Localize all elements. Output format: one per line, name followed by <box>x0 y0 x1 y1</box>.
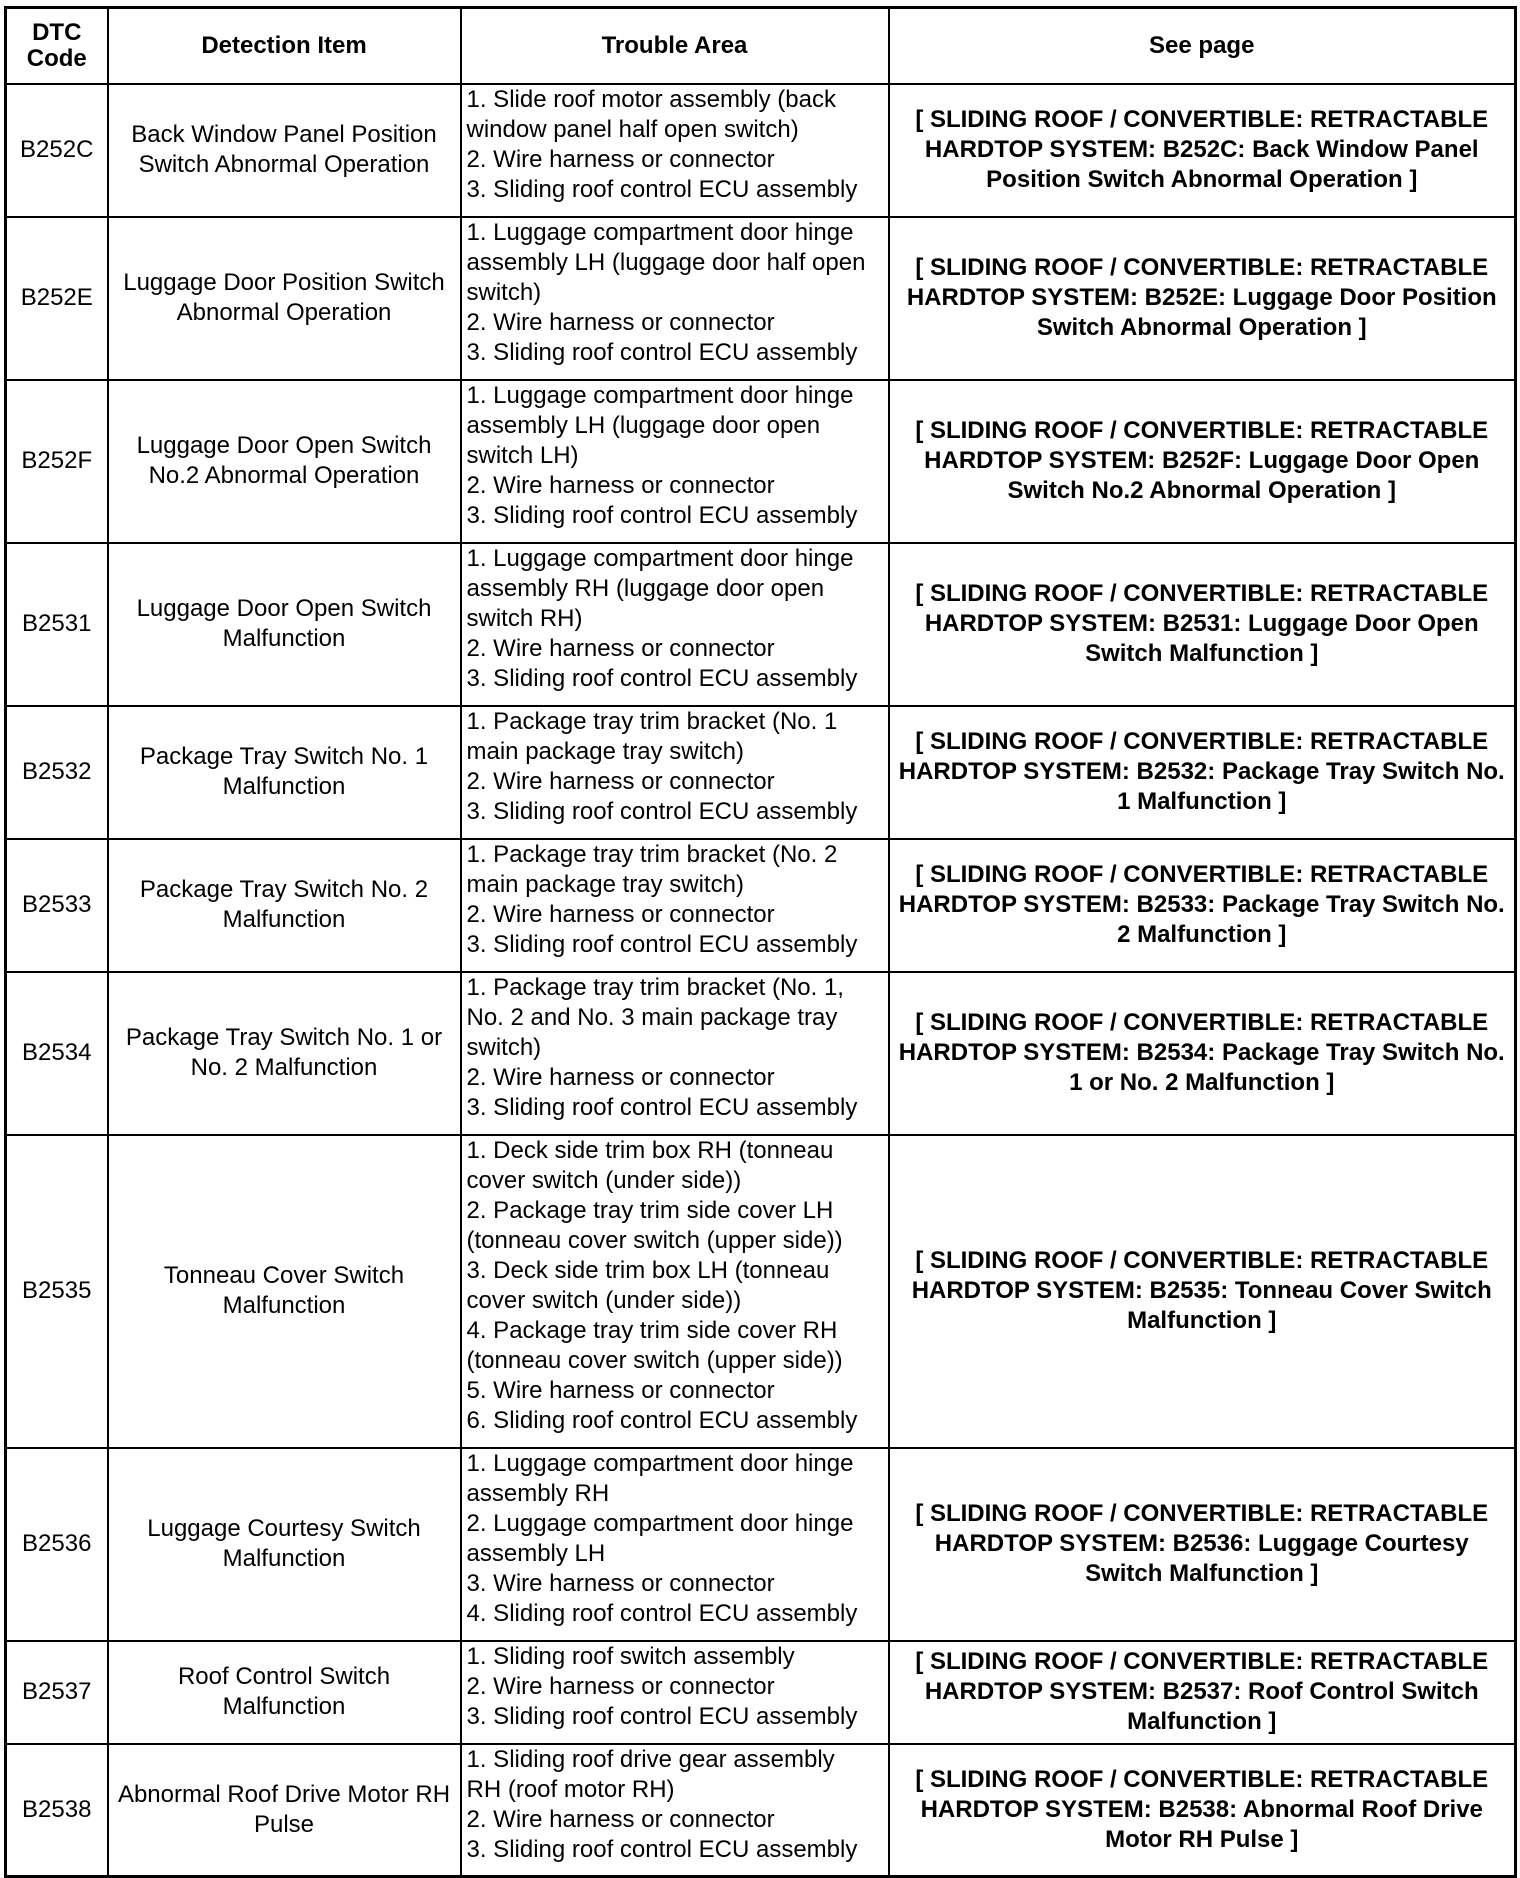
trouble-area-line: 3. Sliding roof control ECU assembly <box>466 1835 858 1863</box>
trouble-area-cell <box>461 543 889 706</box>
trouble-area-line: 2. Wire harness or connector <box>466 767 775 795</box>
trouble-area-line: (tonneau cover switch (upper side)) <box>466 1346 843 1374</box>
trouble-area-line: 2. Wire harness or connector <box>466 1672 775 1700</box>
table-row <box>6 972 1516 1135</box>
see-page-link[interactable]: [ SLIDING ROOF / CONVERTIBLE: RETRACTABLE HARDTOP SYSTEM: B2535: Tonneau Cover Switch Malfunction ] <box>889 1135 1516 1448</box>
trouble-area-line: 5. Wire harness or connector <box>466 1376 775 1404</box>
detection-item-cell: Package Tray Switch No. 1 or No. 2 Malfunction <box>108 972 461 1135</box>
detection-item-cell: Luggage Door Open Switch Malfunction <box>108 543 461 706</box>
trouble-area-line: main package tray switch) <box>466 870 744 898</box>
header-trouble-area: Trouble Area <box>461 8 889 84</box>
trouble-area-line: 3. Sliding roof control ECU assembly <box>466 664 858 692</box>
detection-item-cell: Package Tray Switch No. 2 Malfunction <box>108 839 461 972</box>
dtc-code-cell: B2532 <box>6 706 108 839</box>
trouble-area-line: 3. Sliding roof control ECU assembly <box>466 1093 858 1121</box>
detection-item-cell: Luggage Courtesy Switch Malfunction <box>108 1448 461 1641</box>
trouble-area-line: (tonneau cover switch (upper side)) <box>466 1226 843 1254</box>
trouble-area-line: 2. Wire harness or connector <box>466 1805 775 1833</box>
table-body <box>6 84 1516 1877</box>
trouble-area-line: switch) <box>466 1033 542 1061</box>
dtc-code-cell: B2538 <box>6 1744 108 1877</box>
table-row <box>6 1448 1516 1641</box>
trouble-area-line: 2. Wire harness or connector <box>466 1063 775 1091</box>
trouble-area-line: 2. Wire harness or connector <box>466 900 775 928</box>
dtc-code-cell: B2533 <box>6 839 108 972</box>
dtc-code-cell: B2531 <box>6 543 108 706</box>
table-row <box>6 1641 1516 1744</box>
see-page-link[interactable]: [ SLIDING ROOF / CONVERTIBLE: RETRACTABLE HARDTOP SYSTEM: B2538: Abnormal Roof Drive Motor RH Pulse ] <box>889 1744 1516 1877</box>
table-row <box>6 84 1516 217</box>
trouble-area-cell <box>461 380 889 543</box>
trouble-area-line: 2. Wire harness or connector <box>466 471 775 499</box>
trouble-area-line: assembly LH (luggage door half open <box>466 248 866 276</box>
dtc-code-cell: B252C <box>6 84 108 217</box>
detection-item-cell: Abnormal Roof Drive Motor RH Pulse <box>108 1744 461 1877</box>
see-page-link[interactable]: [ SLIDING ROOF / CONVERTIBLE: RETRACTABLE HARDTOP SYSTEM: B2531: Luggage Door Open Switch Malfunction ] <box>889 543 1516 706</box>
trouble-area-cell <box>461 839 889 972</box>
trouble-area-line: 1. Luggage compartment door hinge <box>466 381 854 409</box>
see-page-link[interactable]: [ SLIDING ROOF / CONVERTIBLE: RETRACTABLE HARDTOP SYSTEM: B2533: Package Tray Switch No. 2 Malfunction ] <box>889 839 1516 972</box>
detection-item-cell: Tonneau Cover Switch Malfunction <box>108 1135 461 1448</box>
trouble-area-line: No. 2 and No. 3 main package tray <box>466 1003 838 1031</box>
trouble-area-cell <box>461 1641 889 1744</box>
trouble-area-line: 1. Luggage compartment door hinge <box>466 544 854 572</box>
dtc-code-cell: B2537 <box>6 1641 108 1744</box>
trouble-area-line: 4. Sliding roof control ECU assembly <box>466 1599 858 1627</box>
table-row <box>6 839 1516 972</box>
trouble-area-line: 1. Sliding roof switch assembly <box>466 1642 795 1670</box>
dtc-table <box>4 6 1517 1878</box>
trouble-area-line: 3. Wire harness or connector <box>466 1569 775 1597</box>
trouble-area-line: switch RH) <box>466 604 583 632</box>
trouble-area-line: 1. Deck side trim box RH (tonneau <box>466 1136 834 1164</box>
trouble-area-cell <box>461 1744 889 1877</box>
trouble-area-line: 1. Package tray trim bracket (No. 1 <box>466 707 838 735</box>
trouble-area-line: 1. Package tray trim bracket (No. 2 <box>466 840 838 868</box>
table-row <box>6 1135 1516 1448</box>
trouble-area-line: 2. Package tray trim side cover LH <box>466 1196 834 1224</box>
dtc-code-cell: B252E <box>6 217 108 380</box>
trouble-area-line: 3. Sliding roof control ECU assembly <box>466 338 858 366</box>
trouble-area-line: assembly RH <box>466 1479 610 1507</box>
trouble-area-line: switch LH) <box>466 441 579 469</box>
dtc-code-cell: B2534 <box>6 972 108 1135</box>
trouble-area-line: cover switch (under side)) <box>466 1166 742 1194</box>
trouble-area-line: window panel half open switch) <box>466 115 799 143</box>
trouble-area-line: 3. Sliding roof control ECU assembly <box>466 175 858 203</box>
trouble-area-cell <box>461 706 889 839</box>
header-detection-item: Detection Item <box>108 8 461 84</box>
trouble-area-line: 1. Luggage compartment door hinge <box>466 1449 854 1477</box>
trouble-area-cell <box>461 1448 889 1641</box>
trouble-area-line: 2. Wire harness or connector <box>466 145 775 173</box>
trouble-area-cell <box>461 84 889 217</box>
trouble-area-line: switch) <box>466 278 542 306</box>
table-row <box>6 380 1516 543</box>
trouble-area-cell <box>461 217 889 380</box>
trouble-area-line: 2. Wire harness or connector <box>466 634 775 662</box>
see-page-link[interactable]: [ SLIDING ROOF / CONVERTIBLE: RETRACTABLE HARDTOP SYSTEM: B252F: Luggage Door Open Switch No.2 Abnormal Operation ] <box>889 380 1516 543</box>
see-page-link[interactable]: [ SLIDING ROOF / CONVERTIBLE: RETRACTABLE HARDTOP SYSTEM: B2532: Package Tray Switch No. 1 Malfunction ] <box>889 706 1516 839</box>
see-page-link[interactable]: [ SLIDING ROOF / CONVERTIBLE: RETRACTABLE HARDTOP SYSTEM: B2534: Package Tray Switch No. 1 or No. 2 Malfunction ] <box>889 972 1516 1135</box>
table-row <box>6 1744 1516 1877</box>
trouble-area-cell <box>461 1135 889 1448</box>
trouble-area-line: 6. Sliding roof control ECU assembly <box>466 1406 858 1434</box>
trouble-area-line: assembly RH (luggage door open <box>466 574 825 602</box>
detection-item-cell: Luggage Door Position Switch Abnormal Operation <box>108 217 461 380</box>
detection-item-cell: Back Window Panel Position Switch Abnormal Operation <box>108 84 461 217</box>
see-page-link[interactable]: [ SLIDING ROOF / CONVERTIBLE: RETRACTABLE HARDTOP SYSTEM: B2537: Roof Control Switch Malfunction ] <box>889 1641 1516 1744</box>
trouble-area-line: main package tray switch) <box>466 737 744 765</box>
trouble-area-line: assembly LH <box>466 1539 606 1567</box>
table-header-row <box>6 8 1516 84</box>
trouble-area-line: 3. Sliding roof control ECU assembly <box>466 930 858 958</box>
trouble-area-line: 1. Slide roof motor assembly (back <box>466 85 836 113</box>
trouble-area-line: 1. Sliding roof drive gear assembly <box>466 1745 835 1773</box>
dtc-code-cell: B2535 <box>6 1135 108 1448</box>
table-row <box>6 217 1516 380</box>
trouble-area-line: 3. Sliding roof control ECU assembly <box>466 797 858 825</box>
trouble-area-line: 1. Luggage compartment door hinge <box>466 218 854 246</box>
trouble-area-line: 2. Luggage compartment door hinge <box>466 1509 854 1537</box>
dtc-code-cell: B252F <box>6 380 108 543</box>
see-page-link[interactable]: [ SLIDING ROOF / CONVERTIBLE: RETRACTABLE HARDTOP SYSTEM: B252E: Luggage Door Position Switch Abnormal Operation ] <box>889 217 1516 380</box>
trouble-area-line: cover switch (under side)) <box>466 1286 742 1314</box>
see-page-link[interactable]: [ SLIDING ROOF / CONVERTIBLE: RETRACTABLE HARDTOP SYSTEM: B2536: Luggage Courtesy Switch Malfunction ] <box>889 1448 1516 1641</box>
detection-item-cell: Package Tray Switch No. 1 Malfunction <box>108 706 461 839</box>
trouble-area-line: RH (roof motor RH) <box>466 1775 675 1803</box>
header-dtc-code: DTC Code <box>6 8 108 84</box>
table-row <box>6 543 1516 706</box>
trouble-area-line: 4. Package tray trim side cover RH <box>466 1316 838 1344</box>
trouble-area-line: 3. Sliding roof control ECU assembly <box>466 1702 858 1730</box>
dtc-code-cell: B2536 <box>6 1448 108 1641</box>
trouble-area-line: 3. Sliding roof control ECU assembly <box>466 501 858 529</box>
see-page-link[interactable]: [ SLIDING ROOF / CONVERTIBLE: RETRACTABLE HARDTOP SYSTEM: B252C: Back Window Panel Position Switch Abnormal Operation ] <box>889 84 1516 217</box>
trouble-area-line: assembly LH (luggage door open <box>466 411 821 439</box>
header-see-page: See page <box>889 8 1516 84</box>
trouble-area-line: 3. Deck side trim box LH (tonneau <box>466 1256 830 1284</box>
trouble-area-cell <box>461 972 889 1135</box>
detection-item-cell: Roof Control Switch Malfunction <box>108 1641 461 1744</box>
trouble-area-line: 2. Wire harness or connector <box>466 308 775 336</box>
trouble-area-line: 1. Package tray trim bracket (No. 1, <box>466 973 844 1001</box>
detection-item-cell: Luggage Door Open Switch No.2 Abnormal Operation <box>108 380 461 543</box>
table-row <box>6 706 1516 839</box>
